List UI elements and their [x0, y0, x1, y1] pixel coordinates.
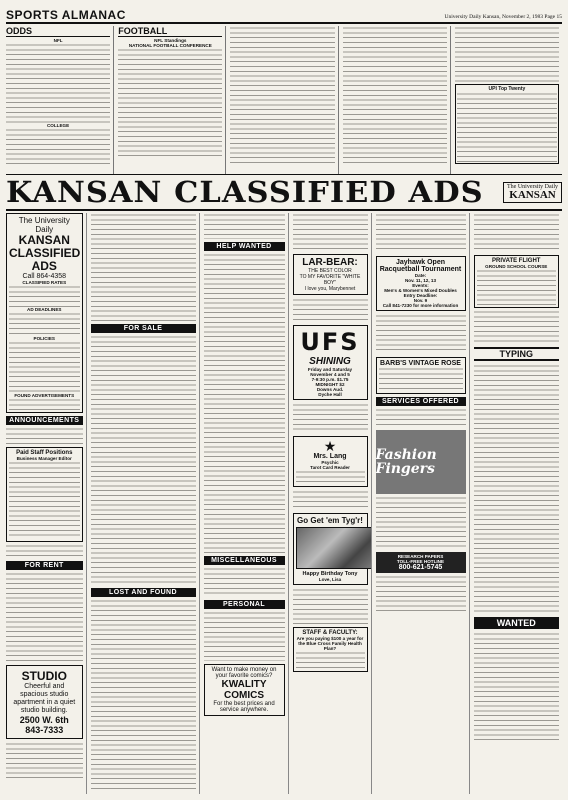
kca-university: The University Daily: [18, 216, 70, 234]
column5-text: [376, 314, 466, 354]
column6-top-text: [474, 213, 560, 253]
fashion-title: Fashion Fingers: [375, 447, 437, 477]
jayhawk-title: Jayhawk Open Racquetball Tournament: [379, 259, 462, 273]
kansan-logo: [503, 182, 562, 203]
jayhawk-entry: Nov. 9: [413, 298, 428, 303]
classified-title: KANSAN CLASSIFIED ADS: [6, 175, 484, 209]
research-papers-ad: [376, 552, 466, 573]
personal-header: PERSONAL: [204, 600, 285, 609]
ufs-shining-ad: [293, 325, 368, 400]
studio-ad: [6, 665, 83, 739]
mrs-lang-sub: Psychic: [321, 460, 339, 465]
help-wanted-header: HELP WANTED: [204, 242, 285, 251]
paid-staff-title: Paid Staff Positions: [16, 450, 73, 456]
found-title: FOUND ADVERTISEMENTS: [14, 393, 75, 398]
help-wanted-text: [204, 253, 285, 553]
ufs-line6: Dyche Hall: [318, 392, 342, 397]
private-text: [477, 269, 557, 305]
birthday-photo: [296, 527, 372, 569]
deadlines-text: [9, 312, 80, 336]
section-title: SPORTS ALMANAC: [6, 8, 126, 22]
rates-table: [9, 285, 80, 307]
odds-agate: [6, 43, 110, 123]
jayhawk-call: Call 841-7230 for more information: [382, 303, 459, 308]
for-rent-more: [6, 742, 83, 782]
wanted-header: WANTED: [474, 617, 560, 629]
barbs-vintage-ad: [376, 357, 466, 394]
private-sub: GROUND SCHOOL COURSE: [485, 264, 548, 269]
services-text-3: [376, 575, 466, 611]
kwality-question: Want to make money on your favorite comics?: [211, 667, 277, 679]
deadlines-title: AD DEADLINES: [27, 307, 62, 312]
nfc-label: NATIONAL FOOTBALL CONFERENCE: [128, 43, 212, 48]
rankings-column: [455, 26, 562, 174]
classified-columns: [6, 213, 562, 794]
research-title: RESEARCH PAPERS: [397, 554, 444, 559]
larbear-ad: [293, 254, 368, 295]
star-icon: ★: [323, 438, 337, 454]
issue-line: University Daily Kansan, November 2, 1983 Page 15: [444, 14, 562, 20]
results-agate: [230, 26, 334, 166]
nfl-label: NFL: [53, 38, 63, 43]
jayhawk-racquetball-ad: [376, 256, 466, 311]
college-label: COLLEGE: [46, 123, 70, 128]
jayhawk-events-label: Events:: [412, 283, 429, 288]
personal-text: [204, 611, 285, 661]
larbear-sign: I love you, Marybennet: [304, 286, 356, 292]
mrs-lang-text: [296, 470, 365, 484]
paid-staff-sub: Business Manager Editor: [16, 456, 72, 461]
college-agate: [6, 128, 110, 168]
larbear-title: LAR-BEAR:: [302, 257, 358, 268]
announcements-text: [6, 427, 83, 445]
announcements-more: [6, 544, 83, 558]
paid-staff-text: [9, 461, 80, 539]
column-3: [204, 213, 289, 794]
research-sub: TOLL-FREE HOTLINE: [396, 559, 445, 564]
policies-text: [9, 341, 80, 393]
services-offered-header: SERVICES OFFERED: [376, 397, 466, 406]
column-5: [376, 213, 470, 794]
mrs-lang-ad: [293, 436, 368, 487]
announcements-header: ANNOUNCEMENTS: [6, 416, 83, 425]
for-rent-text: [6, 572, 83, 662]
column5-top-text: [376, 213, 466, 253]
column3-top-text: [204, 213, 285, 239]
football-heading: FOOTBALL: [118, 26, 222, 37]
hockey-column: [343, 26, 451, 174]
private-title: PRIVATE FLIGHT: [492, 258, 541, 264]
column2-top-text: [91, 213, 196, 321]
ufs-line2: November 4 and 5: [310, 372, 350, 377]
column4-top-text: [293, 213, 368, 251]
column4-text-3: [293, 490, 368, 510]
paid-staff-ad: [6, 447, 83, 542]
misc-agate: [455, 26, 559, 84]
services-text: [376, 408, 466, 428]
ufs-logo: UFS: [300, 328, 360, 356]
column-2: [91, 213, 200, 794]
top20-box: [455, 84, 559, 164]
sports-almanac: [6, 26, 562, 175]
column-1: [6, 213, 87, 794]
ufs-movie: SHINING: [309, 356, 351, 367]
logo-top: The University Daily: [507, 183, 558, 190]
kca-phone: Call 864-4358: [22, 273, 67, 280]
classified-banner: [6, 175, 562, 211]
logo-main: KANSAN: [509, 188, 556, 201]
ufs-line1: Friday and Saturday: [307, 367, 353, 372]
top20-title: UPI Top Twenty: [488, 86, 526, 92]
staff-text: [296, 651, 365, 669]
kwality-sub: For the best prices and service anywhere.: [213, 701, 275, 713]
column4-text: [293, 298, 368, 322]
barbs-text: [379, 367, 463, 391]
odds-column: [6, 26, 114, 174]
ufs-line4: MIDNIGHT $2: [315, 382, 345, 387]
rates-title: CLASSIFIED RATES: [22, 280, 67, 285]
found-text: [9, 398, 80, 410]
staff-line: Are you paying $100 a year for the Blue Cross Family Health Plan?: [296, 636, 364, 651]
for-rent-header: FOR RENT: [6, 561, 83, 570]
birthday-title: Go Get 'em Tyg'r!: [297, 516, 363, 525]
larbear-line2: TO MY FAVORITE "WHITE BOY": [299, 274, 361, 286]
studio-body: Cheerful and spacious studio apartment in a quiet studio building.: [13, 683, 76, 714]
birthday-footer2: Love, Lisa: [318, 577, 342, 582]
jayhawk-events: Men's & Women's Mixed Doubles: [384, 288, 457, 293]
studio-title: STUDIO: [21, 669, 67, 683]
for-sale-header: FOR SALE: [91, 324, 196, 333]
standings-label: NFL Standings: [154, 38, 187, 43]
private-flight-ad: [474, 255, 560, 308]
studio-phone: 843-7333: [25, 725, 64, 735]
services-text-2: [376, 496, 466, 550]
odds-heading: ODDS: [6, 26, 110, 37]
football-column: [118, 26, 226, 174]
newspaper-page: [6, 6, 562, 794]
standings-agate: [118, 48, 222, 160]
staff-title: STAFF & FACULTY:: [302, 630, 358, 636]
column4-text-4: [293, 588, 368, 624]
kwality-name: KWALITY COMICS: [221, 679, 267, 701]
mrs-lang-sub2: Tarot Card Reader: [310, 465, 350, 470]
kca-box: [6, 213, 83, 413]
barbs-title: BARB'S VINTAGE ROSE: [380, 360, 461, 367]
staff-faculty-ad: [293, 627, 368, 672]
wanted-text: [474, 632, 560, 742]
kca-title: KANSAN CLASSIFIED ADS: [9, 233, 81, 273]
birthday-ad: [293, 513, 368, 585]
misc-text: [204, 567, 285, 597]
lost-found-text: [91, 599, 196, 789]
column6-text: [474, 310, 560, 344]
typing-header: TYPING: [474, 347, 560, 361]
lost-found-header: LOST AND FOUND: [91, 588, 196, 597]
column-6: [474, 213, 563, 794]
kwality-comics-ad: [204, 664, 285, 716]
jayhawk-date-label: Date:: [414, 273, 427, 278]
top20-list: [457, 92, 557, 162]
research-phone: 800-621-5745: [398, 564, 443, 571]
typing-text: [474, 364, 560, 614]
birthday-footer: Happy Birthday Tony: [302, 571, 358, 577]
fashion-fingers-ad: [376, 430, 466, 494]
ufs-line3: 7-9:30 p.m. $1.75: [311, 377, 349, 382]
mrs-lang-title: Mrs. Lang: [313, 453, 347, 460]
miscellaneous-header: MISCELLANEOUS: [204, 556, 285, 565]
results-column: [230, 26, 338, 174]
larbear-line1: THE BEST COLOR: [308, 268, 352, 274]
jayhawk-entry-label: Entry Deadline:: [403, 293, 438, 298]
studio-address: 2500 W. 6th: [19, 715, 69, 725]
for-sale-text: [91, 335, 196, 585]
column4-text-2: [293, 403, 368, 433]
jayhawk-date: Nov. 11, 12, 13: [404, 278, 437, 283]
policies-title: POLICIES: [33, 336, 55, 341]
ufs-line5: Downs Aud.: [316, 387, 344, 392]
column-4: [293, 213, 372, 794]
hockey-agate: [343, 26, 447, 166]
page-header: [6, 6, 562, 24]
